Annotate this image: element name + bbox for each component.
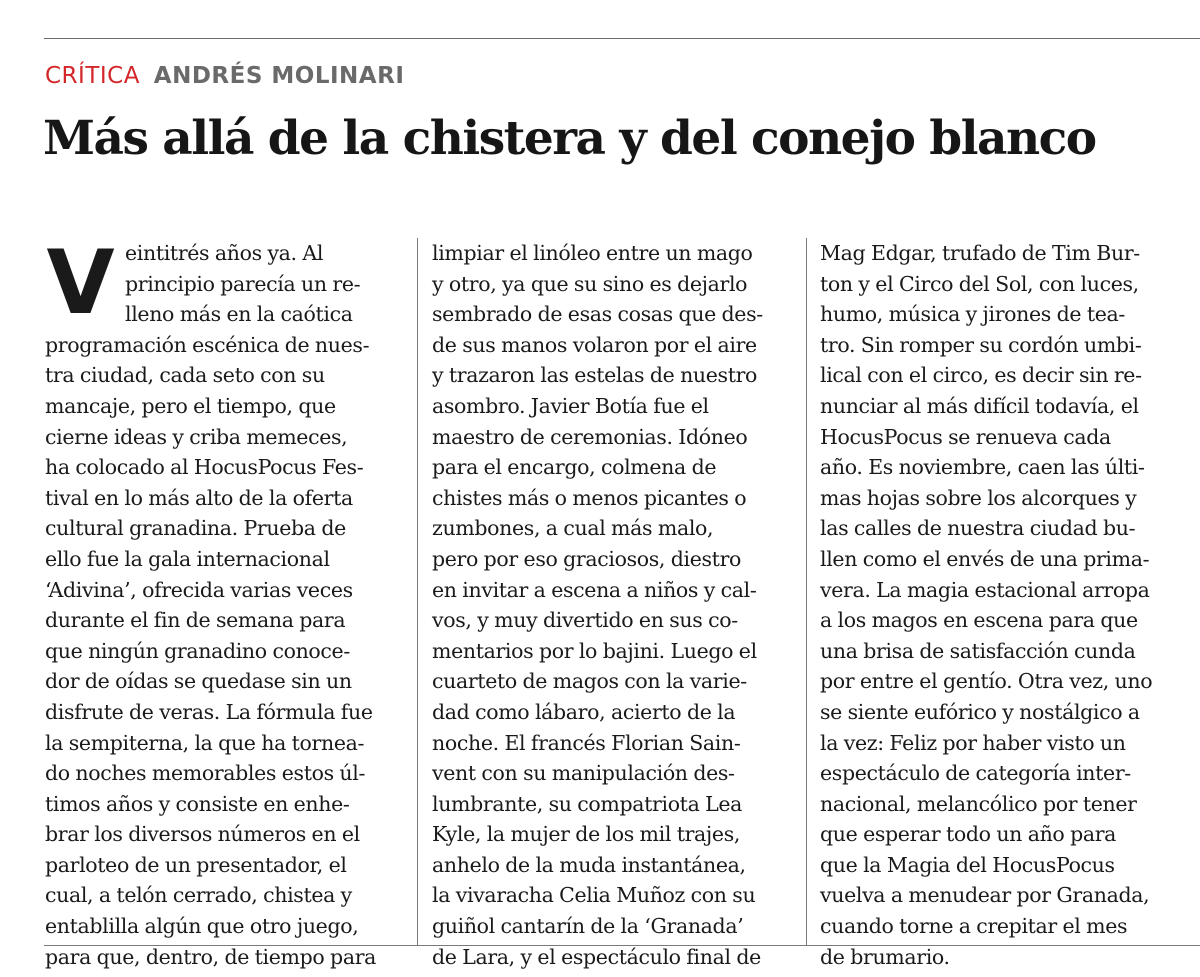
article-line: anhelo de la muda instantánea,	[432, 852, 746, 877]
article-line: ello fue la gala internacional	[45, 546, 330, 571]
article-line: Mag Edgar, trufado de Tim Bur-	[820, 241, 1140, 265]
article-line: ha colocado al HocusPocus Fes-	[45, 455, 364, 480]
section-label: CRÍTICA	[45, 63, 140, 89]
article-line: sembrado de esas cosas que des-	[432, 302, 763, 327]
article-line: noche. El francés Florian Sain-	[432, 730, 741, 755]
article-line: HocusPocus se renueva cada	[820, 424, 1111, 449]
article-line: vent con su manipulación des-	[432, 761, 735, 786]
article-line: principio parecía un re-	[125, 271, 361, 296]
article-line: a los magos en escena para que	[820, 608, 1138, 633]
article-line: que la Magia del HocusPocus	[820, 852, 1115, 877]
article-column-3	[820, 238, 1190, 969]
article-line: de sus manos volaron por el aire	[432, 332, 757, 357]
article-column-1	[45, 238, 400, 969]
article-line: espectáculo de categoría inter-	[820, 761, 1131, 786]
article-line: tro. Sin romper su cordón umbi-	[820, 332, 1142, 357]
article-line: entablilla algún que otro juego,	[45, 914, 359, 939]
article-line: parloteo de un presentador, el	[45, 852, 347, 877]
article-line: mancaje, pero el tiempo, que	[45, 393, 336, 418]
author-name: ANDRÉS MOLINARI	[153, 63, 405, 89]
article-line: limpiar el linóleo entre un mago	[432, 241, 753, 265]
article-line: para que, dentro, de tiempo para	[45, 944, 377, 969]
article-line: maestro de ceremonias. Idóneo	[432, 424, 748, 449]
article-line: chistes más o menos picantes o	[432, 485, 747, 510]
article-line: ‘Adivina’, ofrecida varias veces	[45, 577, 353, 602]
article-line: dor de oídas se quedase sin un	[45, 669, 352, 694]
article-line: disfrute de veras. La fórmula fue	[45, 699, 373, 724]
column-divider	[417, 238, 418, 946]
article-line: llen como el envés de una prima-	[820, 546, 1150, 571]
article-line: cierne ideas y criba memeces,	[45, 424, 348, 449]
article-line: lumbrante, su compatriota Lea	[432, 791, 743, 816]
article-line: y otro, ya que su sino es dejarlo	[432, 271, 748, 296]
article-line: por entre el gentío. Otra vez, uno	[820, 669, 1153, 694]
article-line: vera. La magia estacional arropa	[820, 577, 1150, 602]
article-line: la sempiterna, la que ha tornea-	[45, 730, 365, 755]
article-line: durante el fin de semana para	[45, 608, 346, 633]
article-line: de brumario.	[820, 944, 950, 969]
headline: Más allá de la chistera y del conejo blanco	[43, 111, 1096, 166]
article-line: do noches memorables estos úl-	[45, 761, 366, 786]
bottom-rule	[44, 945, 1200, 946]
article-line: cual, a telón cerrado, chistea y	[45, 883, 352, 908]
article-line: vos, y muy divertido en sus co-	[432, 608, 738, 633]
drop-cap-letter: V	[46, 247, 115, 319]
article-line: zumbones, a cual más malo,	[432, 516, 714, 541]
article-line: vuelva a menudear por Granada,	[820, 883, 1150, 908]
article-line: las calles de nuestra ciudad bu-	[820, 516, 1136, 541]
kicker	[45, 63, 404, 89]
article-line: de Lara, y el espectáculo final de	[432, 944, 761, 969]
article-line: asombro. Javier Botía fue el	[432, 393, 709, 418]
article-line: tival en lo más alto de la oferta	[45, 485, 353, 510]
article-line: la vivaracha Celia Muñoz con su	[432, 883, 756, 908]
article-line: cultural granadina. Prueba de	[45, 516, 346, 541]
article-line: la vez: Feliz por haber visto un	[820, 730, 1126, 755]
article-line: mentarios por lo bajini. Luego el	[432, 638, 757, 663]
article-line: guiñol cantarín de la ‘Granada’	[432, 914, 744, 939]
article-line: una brisa de satisfacción cunda	[820, 638, 1136, 663]
article-line: ton y el Circo del Sol, con luces,	[820, 271, 1139, 296]
article-line: para el encargo, colmena de	[432, 455, 717, 480]
article-line: dad como lábaro, acierto de la	[432, 699, 736, 724]
article-line: que esperar todo un año para	[820, 822, 1117, 847]
article-column-2	[432, 238, 787, 969]
article-line: eintitrés años ya. Al	[125, 241, 324, 265]
article-line: nacional, melancólico por tener	[820, 791, 1137, 816]
article-line: mas hojas sobre los alcorques y	[820, 485, 1137, 510]
article-line: humo, música y jirones de tea-	[820, 302, 1125, 327]
article-line: y trazaron las estelas de nuestro	[432, 363, 758, 388]
article-line: cuarteto de magos con la varie-	[432, 669, 747, 694]
article-line: cuando torne a crepitar el mes	[820, 914, 1128, 939]
article-line: se siente eufórico y nostálgico a	[820, 699, 1140, 724]
article-line: nunciar al más difícil todavía, el	[820, 393, 1139, 418]
article-line: programación escénica de nues-	[45, 332, 370, 357]
article-line: que ningún granadino conoce-	[45, 638, 350, 663]
article-line: timos años y consiste en enhe-	[45, 791, 350, 816]
article-line: lical con el circo, es decir sin re-	[820, 363, 1142, 388]
article-line: lleno más en la caótica	[125, 302, 353, 327]
article-line: año. Es noviembre, caen las últi-	[820, 455, 1145, 480]
top-rule	[44, 38, 1200, 39]
article-line: brar los diversos números en el	[45, 822, 360, 847]
column-divider	[806, 238, 807, 946]
article-line: tra ciudad, cada seto con su	[45, 363, 325, 388]
article-line: en invitar a escena a niños y cal-	[432, 577, 757, 602]
article-line: Kyle, la mujer de los mil trajes,	[432, 822, 741, 847]
article-line: pero por eso graciosos, diestro	[432, 546, 742, 571]
